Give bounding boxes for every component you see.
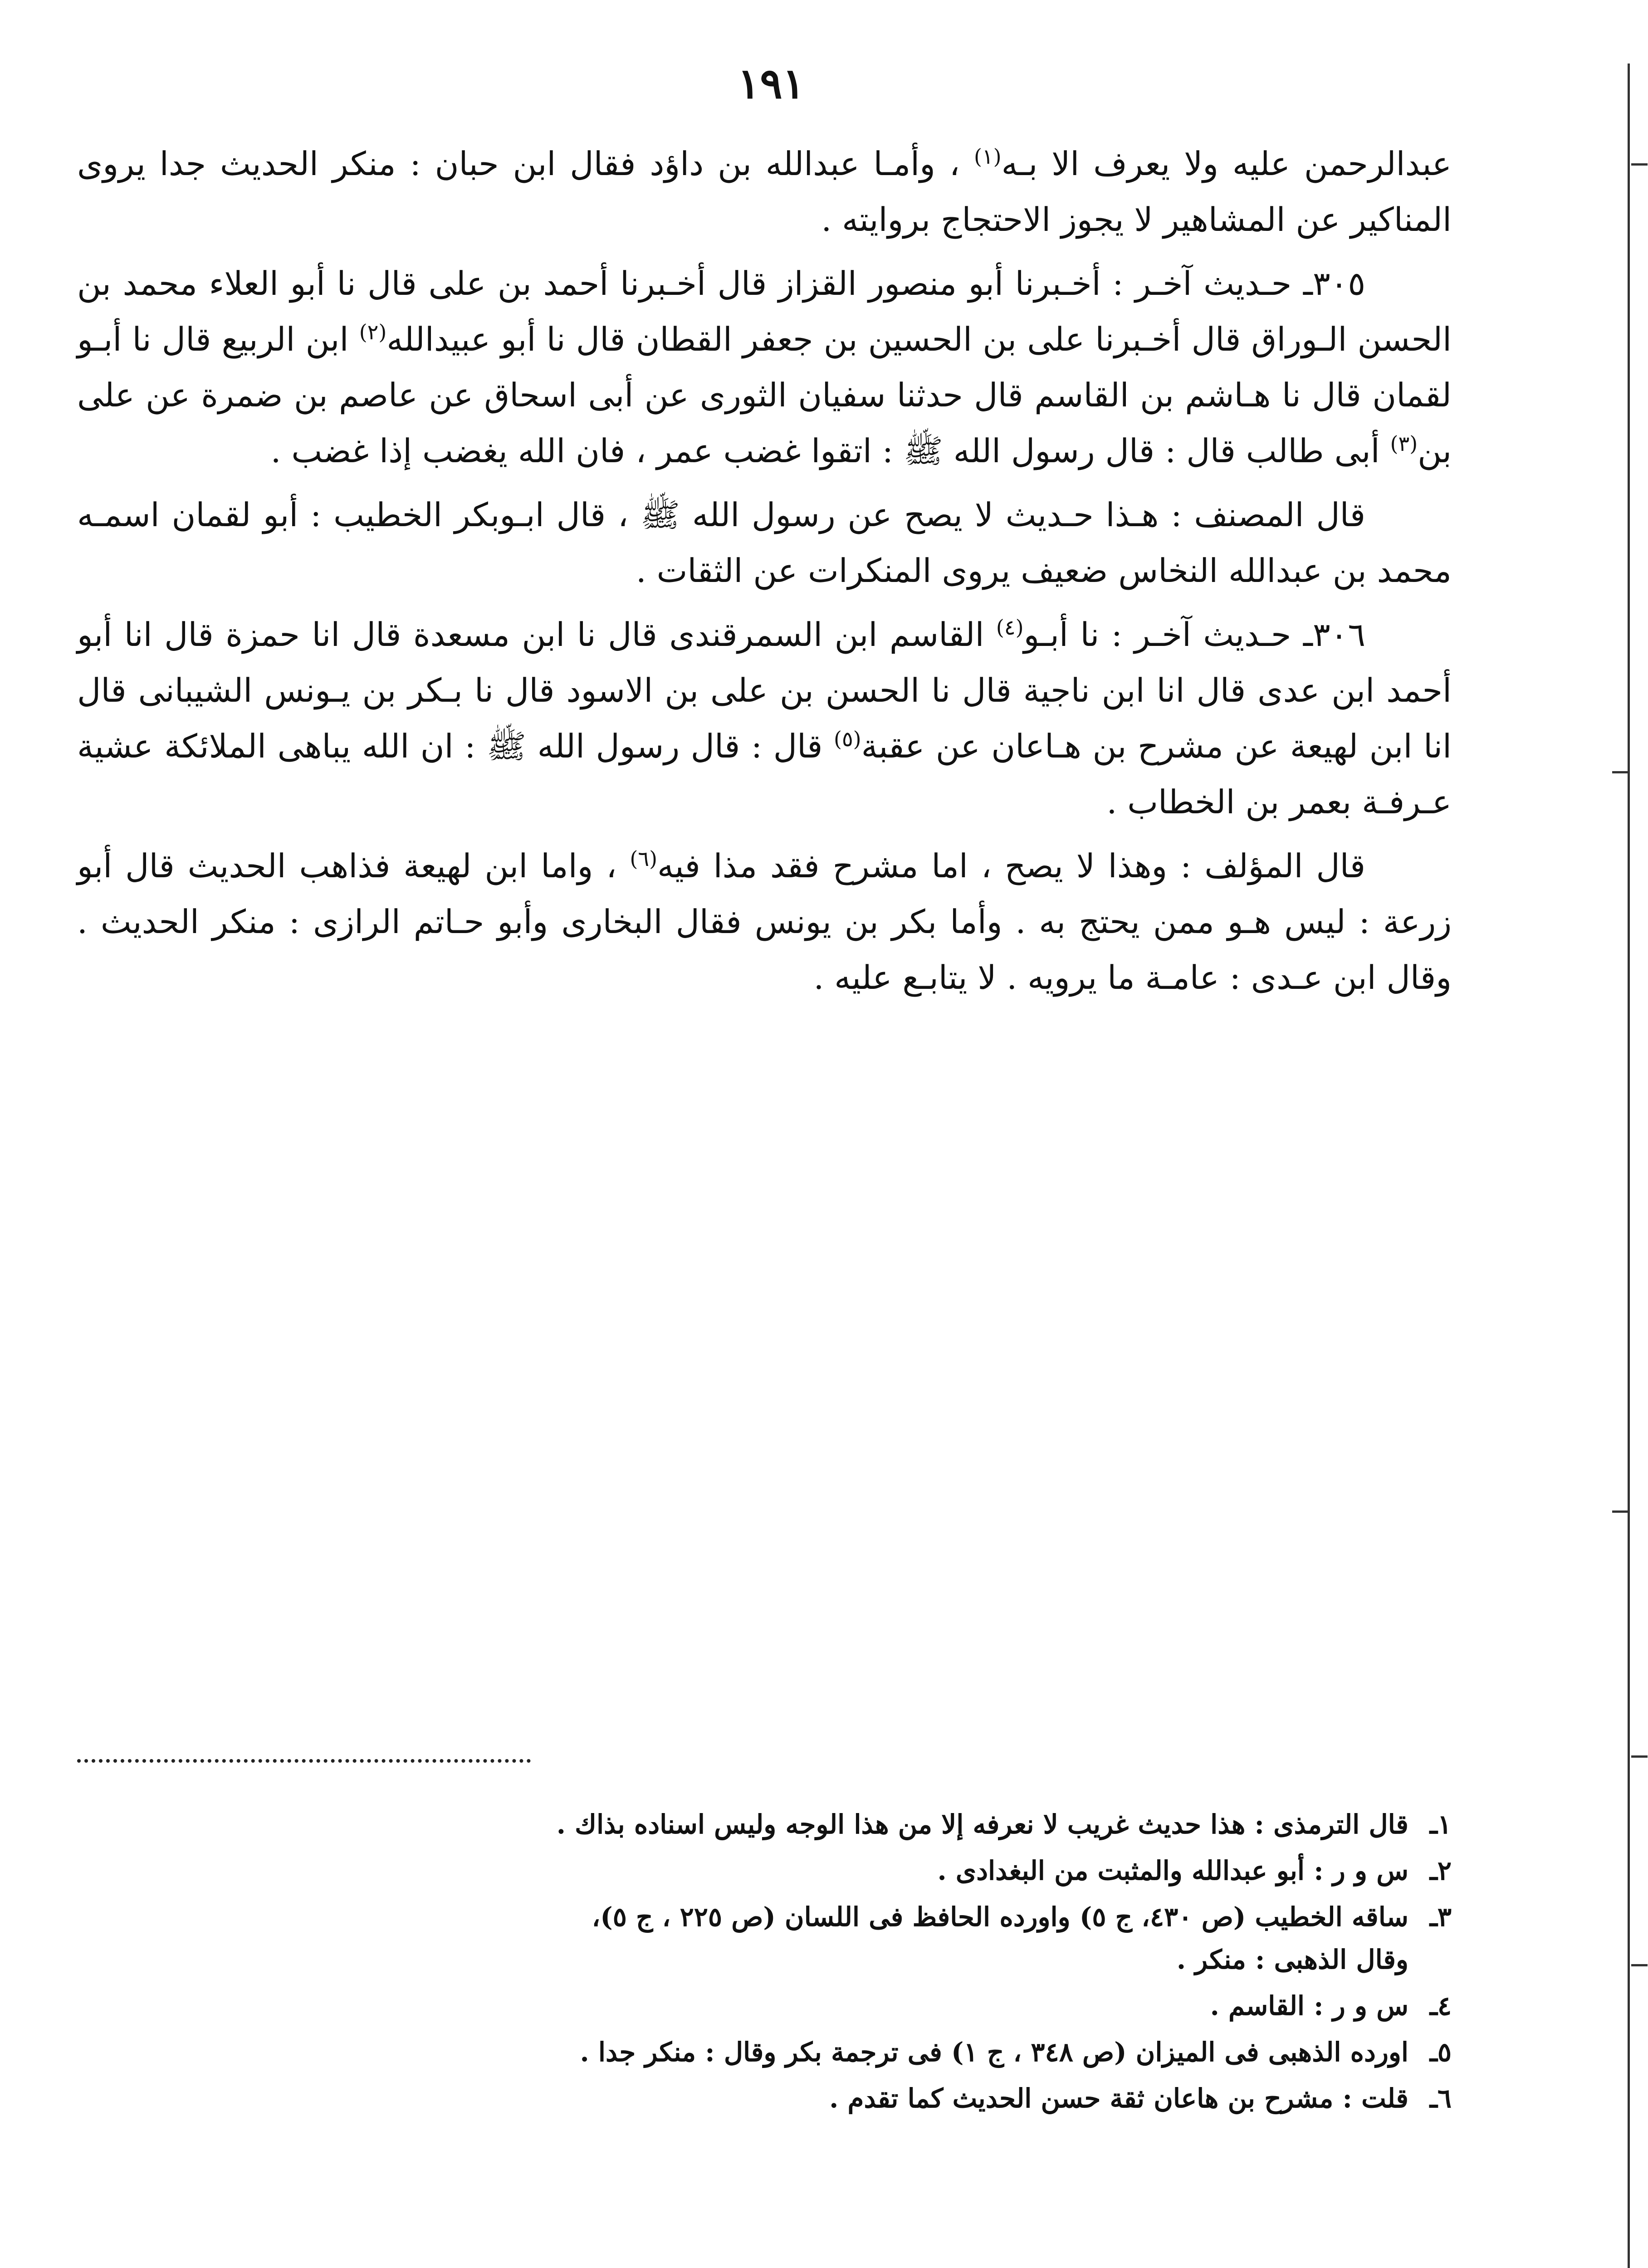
footnote-6	[77, 2077, 1452, 2120]
footnote-ref-4: (٤)	[996, 615, 1024, 640]
paragraph-hadith-306	[77, 607, 1452, 830]
footnote-separator	[77, 1759, 531, 1763]
footnote-3	[77, 1896, 1452, 1981]
footnote-text: اورده الذهبى فى الميزان (ص ٣٤٨ ، ج ١) فى ترجمة بكر وقال : منكر جدا .	[580, 2037, 1408, 2068]
paragraph-hadith-305	[77, 256, 1452, 479]
footnote-number: ٤ـ	[1429, 1990, 1452, 2021]
paragraph-text: عبدالرحمن عليه ولا يعرف الا بـه	[1001, 145, 1452, 183]
footnote-ref-3: (٣)	[1390, 431, 1418, 456]
footnote-5	[77, 2031, 1452, 2073]
footnote-text: قال الترمذى : هذا حديث غريب لا نعرفه إلا من هذا الوجه وليس اسناده بذاك .	[556, 1809, 1408, 1840]
main-text	[77, 136, 1452, 1014]
footnote-number: ١ـ	[1429, 1809, 1452, 1840]
scan-margin-tick	[1612, 771, 1628, 773]
footnote-text-continued: وقال الذهبى : منكر .	[1176, 1944, 1408, 1975]
footnote-ref-1: (١)	[973, 144, 1002, 169]
paragraph-text: ابن الربيع قال نا أبـو لقمان قال نا هـاشم بن القاسم قال حدثنا سفيان الثورى عن أبى اسحاق عن عاصم بن ضمرة عن على بن	[77, 320, 1452, 470]
paragraph-text: ، وأمـا عبدالله بن داؤد فقال ابن حبان : منكر الحديث جدا يروى المناكير عن المشاهير لا يجوز الاحتجاج بروايته .	[77, 145, 1452, 239]
footnote-number: ٣ـ	[1429, 1901, 1452, 1932]
footnote-ref-2: (٢)	[359, 320, 387, 344]
paragraph-text: قال المصنف : هـذا حـديث لا يصح عن رسول الله ﷺ ، قال ابـوبكر الخطيب : أبو لقمان اسمـه محمد بن عبدالله النخاس ضعيف يروى المنكرات عن الثقات .	[77, 496, 1452, 590]
footnote-text: س و ر : القاسم .	[1210, 1990, 1408, 2021]
footnote-number: ٢ـ	[1429, 1855, 1452, 1886]
paragraph-1	[77, 136, 1452, 248]
footnotes	[77, 1803, 1452, 2123]
paragraph-text: ٣٠٥ـ حـديث آخـر : أخـبرنا أبو منصور القزاز قال أخـبرنا أحمد بن على قال نا أبو العلاء محمد بن الحسن الـوراق قال أخـبرنا على بن الحسين بن جعفر القطان قال نا أبو عبيدالله	[77, 264, 1452, 358]
paragraph-text: قال المؤلف : وهذا لا يصح ، اما مشرح فقد مذا فيه	[657, 847, 1365, 885]
footnote-text: س و ر : أبو عبدالله والمثبت من البغدادى .	[937, 1855, 1408, 1886]
scan-margin-tick	[1631, 163, 1648, 166]
footnote-text: ساقه الخطيب (ص ٤٣٠، ج ٥) واورده الحافظ فى اللسان (ص ٢٢٥ ، ج ٥)،	[592, 1901, 1408, 1932]
footnote-2	[77, 1849, 1452, 1892]
paragraph-text: ٣٠٦ـ حـديث آخـر : نا أبـو	[1023, 616, 1366, 654]
paragraph-text: أبى طالب قال : قال رسول الله ﷺ : اتقوا غضب عمر ، فان الله يغضب إذا غضب .	[270, 432, 1390, 470]
footnote-text: قلت : مشرح بن هاعان ثقة حسن الحديث كما تقدم .	[829, 2083, 1408, 2114]
footnote-1	[77, 1803, 1452, 1846]
paragraph-commentary-306	[77, 838, 1452, 1006]
footnote-number: ٦ـ	[1429, 2083, 1452, 2114]
footnote-4	[77, 1984, 1452, 2027]
footnote-number: ٥ـ	[1429, 2037, 1452, 2068]
paragraph-text: ، واما ابن لهيعة فذاهب الحديث قال أبو زرعة : ليس هـو ممن يحتج به . وأما بكر بن يونس فقال البخارى وأبو حـاتم الرازى : منكر الحديث . وقال ابن عـدى : عامـة ما يرويه . لا يتابـع عليه .	[77, 847, 1452, 997]
scan-margin-tick	[1631, 1964, 1648, 1966]
footnote-ref-5: (٥)	[833, 727, 861, 751]
scan-margin-tick	[1612, 1510, 1628, 1513]
paragraph-text: القاسم ابن السمرقندى قال نا ابن مسعدة قال انا حمزة قال انا أبو أحمد ابن عدى قال انا ابن ناجية قال نا الحسن بن على بن الاسود قال نا بـكر بن يـونس الشيبانى قال انا ابن لهيعة عن مشرح بن هـاعان عن عقبة	[77, 616, 1452, 765]
page-number: ١٩١	[737, 59, 805, 108]
footnote-ref-6: (٦)	[630, 846, 658, 871]
scan-margin-tick	[1631, 1755, 1648, 1758]
paragraph-text: قال : قال رسول الله ﷺ : ان الله يباهى الملائكة عشية عـرفـة بعمر بن الخطاب .	[77, 727, 1452, 821]
scan-margin-line	[1628, 64, 1630, 2268]
paragraph-commentary-305	[77, 487, 1452, 599]
